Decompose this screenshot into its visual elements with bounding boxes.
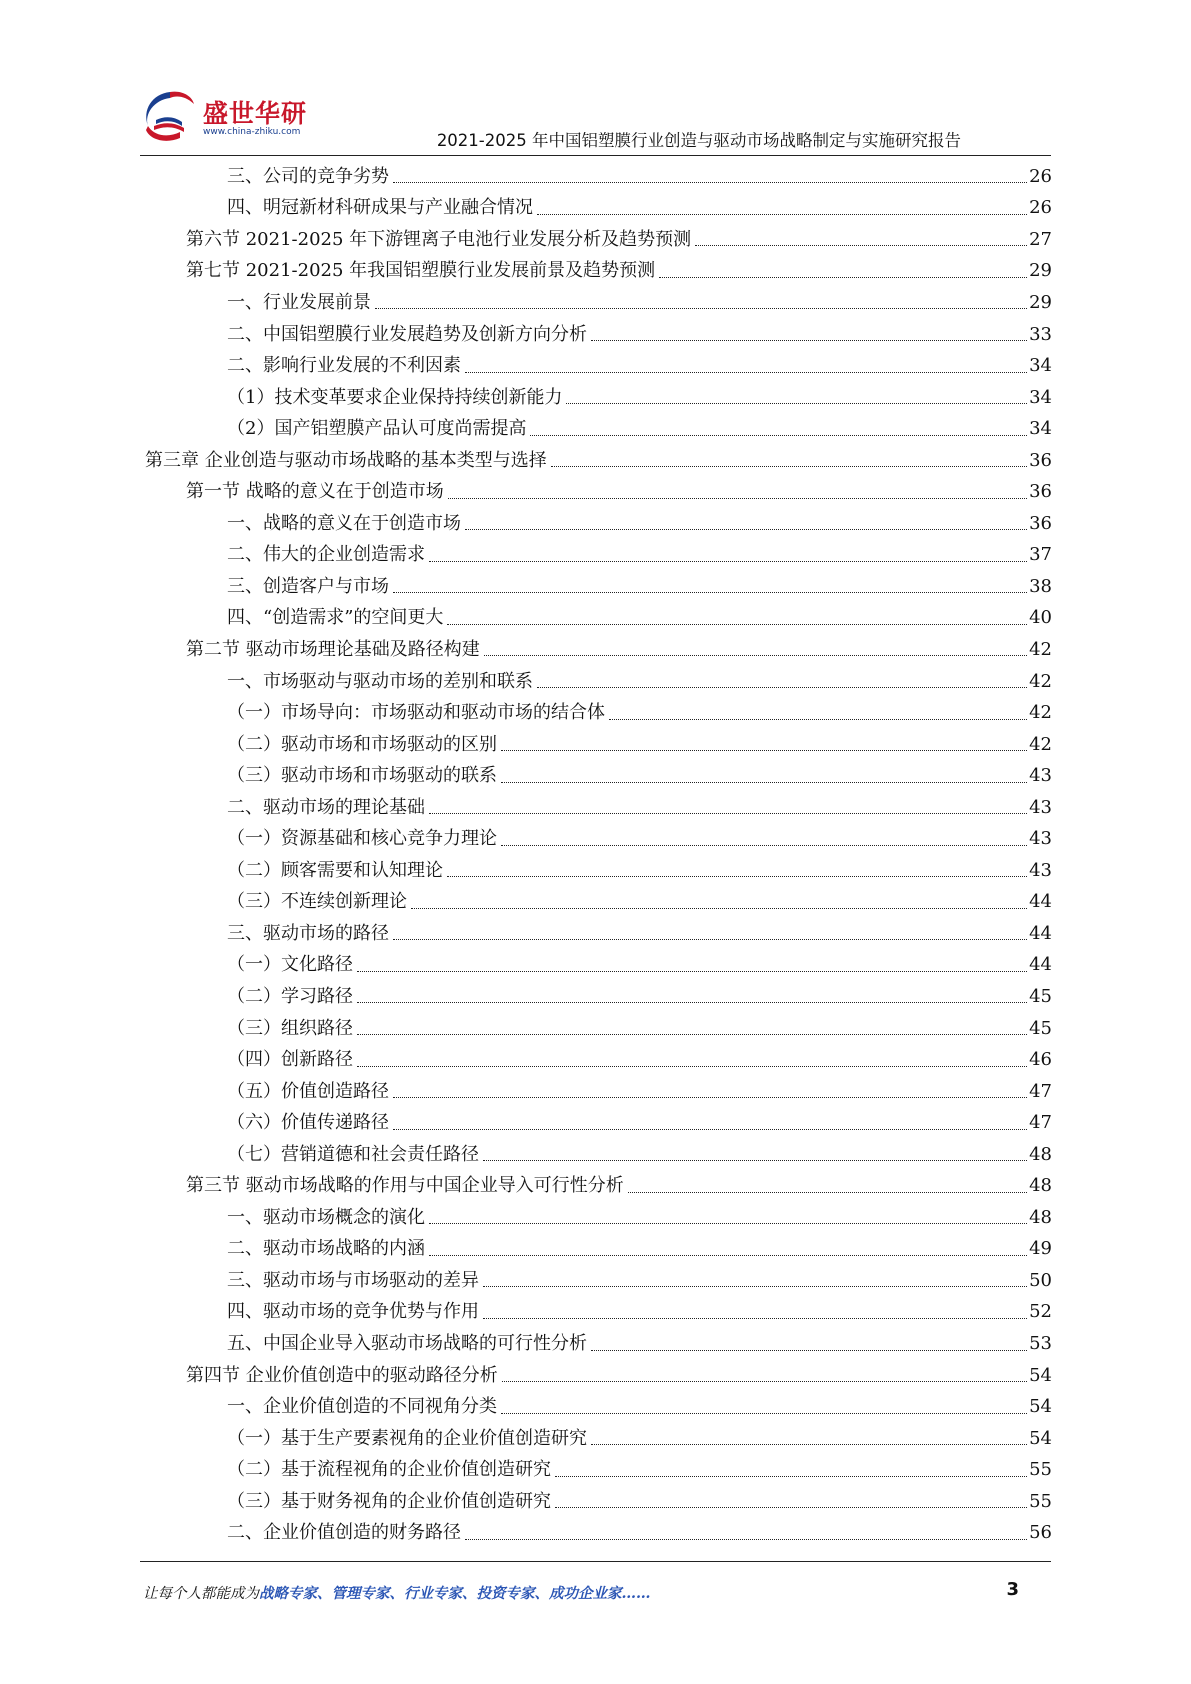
toc-entry-page: 54 bbox=[1029, 1427, 1052, 1449]
toc-dot-leader bbox=[628, 1192, 1027, 1193]
toc-entry[interactable] bbox=[0, 950, 1191, 982]
toc-dot-leader bbox=[537, 687, 1027, 688]
toc-entry[interactable] bbox=[0, 193, 1191, 225]
toc-entry-title: 四、明冠新材科研成果与产业融合情况 bbox=[227, 197, 533, 219]
toc-entry-page: 48 bbox=[1029, 1175, 1052, 1197]
toc-entry[interactable] bbox=[0, 887, 1191, 919]
footer-divider bbox=[140, 1561, 1051, 1562]
toc-entry[interactable] bbox=[0, 1391, 1191, 1423]
toc-entry-page: 36 bbox=[1029, 449, 1052, 471]
toc-entry-page: 43 bbox=[1029, 765, 1052, 787]
toc-dot-leader bbox=[429, 1255, 1027, 1256]
toc-entry-title: （一）基于生产要素视角的企业价值创造研究 bbox=[227, 1427, 587, 1449]
toc-dot-leader bbox=[393, 1097, 1027, 1098]
toc-entry[interactable] bbox=[0, 571, 1191, 603]
toc-entry-page: 26 bbox=[1029, 165, 1052, 187]
toc-entry-title: （二）学习路径 bbox=[227, 985, 353, 1007]
toc-entry[interactable] bbox=[0, 1044, 1191, 1076]
toc-dot-leader bbox=[357, 1034, 1027, 1035]
toc-entry-page: 45 bbox=[1029, 985, 1052, 1007]
toc-entry-title: 一、战略的意义在于创造市场 bbox=[227, 512, 461, 534]
toc-entry-page: 40 bbox=[1029, 607, 1052, 629]
toc-dot-leader bbox=[393, 1129, 1027, 1130]
toc-entry-title: 二、驱动市场的理论基础 bbox=[227, 796, 425, 818]
toc-dot-leader bbox=[447, 876, 1027, 877]
toc-entry[interactable] bbox=[0, 1423, 1191, 1455]
toc-entry[interactable] bbox=[0, 287, 1191, 319]
logo-swoosh-icon bbox=[140, 86, 202, 148]
toc-entry[interactable] bbox=[0, 382, 1191, 414]
toc-dot-leader bbox=[555, 1507, 1027, 1508]
toc-dot-leader bbox=[591, 340, 1027, 341]
toc-entry-title: （一）资源基础和核心竞争力理论 bbox=[227, 828, 497, 850]
toc-entry-title: 第三章 企业创造与驱动市场战略的基本类型与选择 bbox=[145, 449, 547, 471]
toc-entry-title: 第一节 战略的意义在于创造市场 bbox=[186, 481, 444, 503]
toc-entry-title: （二）驱动市场和市场驱动的区别 bbox=[227, 733, 497, 755]
toc-dot-leader bbox=[551, 466, 1027, 467]
toc-entry[interactable] bbox=[0, 1518, 1191, 1550]
toc-dot-leader bbox=[357, 1002, 1027, 1003]
toc-entry-page: 53 bbox=[1029, 1333, 1052, 1354]
toc-entry[interactable] bbox=[0, 1013, 1191, 1045]
toc-entry[interactable] bbox=[0, 350, 1191, 382]
toc-entry-title: （2）国产铝塑膜产品认可度尚需提高 bbox=[227, 418, 527, 440]
toc-entry-title: （二）基于流程视角的企业价值创造研究 bbox=[227, 1459, 551, 1481]
toc-dot-leader bbox=[501, 750, 1027, 751]
toc-entry-page: 50 bbox=[1029, 1269, 1052, 1291]
toc-entry-title: 三、公司的竞争劣势 bbox=[227, 165, 389, 187]
toc-entry-page: 44 bbox=[1029, 954, 1052, 976]
toc-entry[interactable] bbox=[0, 224, 1191, 256]
toc-entry[interactable] bbox=[0, 666, 1191, 698]
toc-dot-leader bbox=[393, 939, 1027, 940]
toc-entry[interactable] bbox=[0, 413, 1191, 445]
toc-dot-leader bbox=[393, 182, 1027, 183]
page-header bbox=[0, 0, 1191, 160]
toc-entry-page: 52 bbox=[1029, 1301, 1052, 1323]
toc-entry-page: 33 bbox=[1029, 323, 1052, 345]
toc-entry[interactable] bbox=[0, 1360, 1191, 1392]
toc-entry-title: 三、驱动市场与市场驱动的差异 bbox=[227, 1269, 479, 1291]
toc-entry[interactable] bbox=[0, 1297, 1191, 1329]
toc-entry-page: 54 bbox=[1029, 1396, 1052, 1418]
toc-entry-page: 26 bbox=[1029, 197, 1052, 219]
toc-entry-title: （一）市场导向：市场驱动和驱动市场的结合体 bbox=[227, 702, 605, 724]
toc-dot-leader bbox=[484, 655, 1027, 656]
toc-dot-leader bbox=[566, 403, 1027, 404]
toc-entry-page: 42 bbox=[1029, 702, 1052, 724]
toc-entry-title: 五、中国企业导入驱动市场战略的可行性分析 bbox=[227, 1333, 587, 1354]
toc-entry-page: 27 bbox=[1029, 228, 1052, 250]
toc-entry-title: （六）价值传递路径 bbox=[227, 1112, 389, 1134]
toc-dot-leader bbox=[609, 719, 1027, 720]
toc-entry-page: 38 bbox=[1029, 575, 1052, 597]
footer-slogan bbox=[143, 1582, 651, 1603]
toc-entry-page: 43 bbox=[1029, 828, 1052, 850]
report-title: 2021-2025 年中国铝塑膜行业创造与驱动市场战略制定与实施研究报告 bbox=[436, 131, 961, 150]
toc-dot-leader bbox=[465, 372, 1027, 373]
header-divider bbox=[140, 155, 1051, 156]
toc-dot-leader bbox=[465, 1539, 1027, 1540]
toc-dot-leader bbox=[411, 908, 1027, 909]
toc-dot-leader bbox=[429, 1223, 1027, 1224]
toc-entry-page: 36 bbox=[1029, 481, 1052, 503]
toc-entry[interactable] bbox=[0, 729, 1191, 761]
toc-entry-page: 43 bbox=[1029, 796, 1052, 818]
toc-dot-leader bbox=[501, 1413, 1027, 1414]
toc-entry[interactable] bbox=[0, 1486, 1191, 1518]
toc-entry-page: 55 bbox=[1029, 1459, 1052, 1481]
toc-dot-leader bbox=[537, 214, 1027, 215]
toc-entry[interactable] bbox=[0, 981, 1191, 1013]
toc-entry[interactable] bbox=[0, 540, 1191, 572]
toc-entry-page: 44 bbox=[1029, 922, 1052, 944]
slogan-prefix: 让每个人都能成为 bbox=[143, 1586, 259, 1602]
toc-dot-leader bbox=[502, 1381, 1027, 1382]
toc-entry[interactable] bbox=[0, 823, 1191, 855]
toc-entry-title: 一、驱动市场概念的演化 bbox=[227, 1206, 425, 1228]
toc-dot-leader bbox=[357, 971, 1027, 972]
toc-entry-title: 第六节 2021-2025 年下游锂离子电池行业发展分析及趋势预测 bbox=[186, 228, 692, 250]
logo-name: 盛世华研 bbox=[203, 99, 308, 128]
toc-entry[interactable] bbox=[0, 697, 1191, 729]
toc-entry[interactable] bbox=[0, 1234, 1191, 1266]
toc-entry-page: 29 bbox=[1029, 291, 1052, 313]
toc-entry[interactable] bbox=[0, 1107, 1191, 1139]
toc-entry[interactable] bbox=[0, 445, 1191, 477]
toc-entry-page: 42 bbox=[1029, 670, 1052, 692]
logo-url: www.china-zhiku.com bbox=[203, 127, 301, 137]
toc-dot-leader bbox=[357, 1066, 1027, 1067]
toc-entry-page: 34 bbox=[1029, 418, 1052, 440]
toc-entry-title: 第七节 2021-2025 年我国铝塑膜行业发展前景及趋势预测 bbox=[186, 260, 656, 282]
toc-entry-title: （二）顾客需要和认知理论 bbox=[227, 859, 443, 881]
toc-entry-page: 56 bbox=[1029, 1522, 1052, 1544]
toc-entry-page: 47 bbox=[1029, 1112, 1052, 1134]
toc-entry-title: 二、影响行业发展的不利因素 bbox=[227, 355, 461, 377]
toc-entry-page: 47 bbox=[1029, 1080, 1052, 1102]
toc-dot-leader bbox=[501, 782, 1027, 783]
toc-entry[interactable] bbox=[0, 319, 1191, 351]
toc-entry-title: （五）价值创造路径 bbox=[227, 1080, 389, 1102]
toc-dot-leader bbox=[429, 561, 1027, 562]
toc-entry-page: 46 bbox=[1029, 1049, 1052, 1071]
toc-entry-page: 34 bbox=[1029, 386, 1052, 408]
toc-entry-page: 42 bbox=[1029, 733, 1052, 755]
toc-dot-leader bbox=[483, 1160, 1027, 1161]
slogan-highlight: 战略专家、管理专家、行业专家、投资专家、成功企业家…… bbox=[259, 1585, 651, 1602]
toc-entry-page: 54 bbox=[1029, 1364, 1052, 1386]
toc-entry-title: 二、驱动市场战略的内涵 bbox=[227, 1238, 425, 1260]
toc-entry[interactable] bbox=[0, 1454, 1191, 1486]
toc-entry-title: 一、企业价值创造的不同视角分类 bbox=[227, 1396, 497, 1418]
toc-entry-page: 42 bbox=[1029, 638, 1052, 660]
toc-entry[interactable] bbox=[0, 918, 1191, 950]
toc-entry[interactable] bbox=[0, 1265, 1191, 1297]
toc-entry[interactable] bbox=[0, 603, 1191, 635]
toc-entry[interactable] bbox=[0, 1171, 1191, 1203]
toc-entry[interactable] bbox=[0, 1328, 1191, 1360]
toc-entry-title: （三）组织路径 bbox=[227, 1017, 353, 1039]
toc-entry-title: 四、“创造需求”的空间更大 bbox=[227, 607, 444, 629]
toc-entry-title: 三、驱动市场的路径 bbox=[227, 922, 389, 944]
toc-entry[interactable] bbox=[0, 792, 1191, 824]
toc-entry-page: 43 bbox=[1029, 859, 1052, 881]
toc-entry-page: 34 bbox=[1029, 355, 1052, 377]
toc-entry-page: 48 bbox=[1029, 1143, 1052, 1165]
company-logo bbox=[140, 86, 310, 148]
toc-entry-title: （三）基于财务视角的企业价值创造研究 bbox=[227, 1490, 551, 1512]
toc-entry[interactable] bbox=[0, 1139, 1191, 1171]
toc-entry-title: （四）创新路径 bbox=[227, 1049, 353, 1071]
toc-entry-page: 37 bbox=[1029, 544, 1052, 566]
toc-entry-page: 44 bbox=[1029, 891, 1052, 913]
toc-entry-page: 49 bbox=[1029, 1238, 1052, 1260]
toc-entry-title: 第四节 企业价值创造中的驱动路径分析 bbox=[186, 1364, 498, 1386]
toc-entry-title: （三）驱动市场和市场驱动的联系 bbox=[227, 765, 497, 787]
toc-dot-leader bbox=[659, 277, 1027, 278]
toc-dot-leader bbox=[555, 1476, 1027, 1477]
toc-entry[interactable] bbox=[0, 161, 1191, 193]
toc-entry-title: 第二节 驱动市场理论基础及路径构建 bbox=[186, 638, 480, 660]
toc-dot-leader bbox=[591, 1350, 1027, 1351]
toc-dot-leader bbox=[695, 245, 1027, 246]
page-number: 3 bbox=[1006, 1579, 1019, 1600]
table-of-contents bbox=[0, 161, 1191, 1549]
toc-entry[interactable] bbox=[0, 1202, 1191, 1234]
toc-entry[interactable] bbox=[0, 634, 1191, 666]
toc-entry-page: 29 bbox=[1029, 260, 1052, 282]
toc-entry-title: 四、驱动市场的竞争优势与作用 bbox=[227, 1301, 479, 1323]
toc-dot-leader bbox=[375, 308, 1027, 309]
toc-dot-leader bbox=[483, 1318, 1027, 1319]
toc-entry-page: 48 bbox=[1029, 1206, 1052, 1228]
toc-dot-leader bbox=[465, 529, 1027, 530]
toc-entry-page: 45 bbox=[1029, 1017, 1052, 1039]
toc-entry-title: 二、中国铝塑膜行业发展趋势及创新方向分析 bbox=[227, 323, 587, 345]
toc-dot-leader bbox=[448, 498, 1027, 499]
toc-entry-title: 第三节 驱动市场战略的作用与中国企业导入可行性分析 bbox=[186, 1175, 624, 1197]
toc-entry-title: （一）文化路径 bbox=[227, 954, 353, 976]
toc-dot-leader bbox=[591, 1444, 1027, 1445]
toc-entry-title: 二、伟大的企业创造需求 bbox=[227, 544, 425, 566]
toc-dot-leader bbox=[501, 845, 1027, 846]
toc-entry[interactable] bbox=[0, 760, 1191, 792]
toc-dot-leader bbox=[483, 1286, 1027, 1287]
toc-entry-page: 36 bbox=[1029, 512, 1052, 534]
toc-entry-title: （七）营销道德和社会责任路径 bbox=[227, 1143, 479, 1165]
toc-entry-title: （三）不连续创新理论 bbox=[227, 891, 407, 913]
toc-entry-page: 55 bbox=[1029, 1490, 1052, 1512]
toc-dot-leader bbox=[530, 435, 1027, 436]
toc-entry[interactable] bbox=[0, 476, 1191, 508]
toc-entry[interactable] bbox=[0, 1076, 1191, 1108]
toc-dot-leader bbox=[393, 592, 1027, 593]
toc-entry-title: 一、行业发展前景 bbox=[227, 291, 371, 313]
toc-entry[interactable] bbox=[0, 256, 1191, 288]
toc-entry-title: （1）技术变革要求企业保持持续创新能力 bbox=[227, 386, 563, 408]
toc-entry-title: 二、企业价值创造的财务路径 bbox=[227, 1522, 461, 1544]
toc-dot-leader bbox=[429, 813, 1027, 814]
toc-entry-title: 三、创造客户与市场 bbox=[227, 575, 389, 597]
toc-entry[interactable] bbox=[0, 855, 1191, 887]
toc-entry[interactable] bbox=[0, 508, 1191, 540]
toc-dot-leader bbox=[447, 624, 1027, 625]
toc-entry-title: 一、市场驱动与驱动市场的差别和联系 bbox=[227, 670, 533, 692]
